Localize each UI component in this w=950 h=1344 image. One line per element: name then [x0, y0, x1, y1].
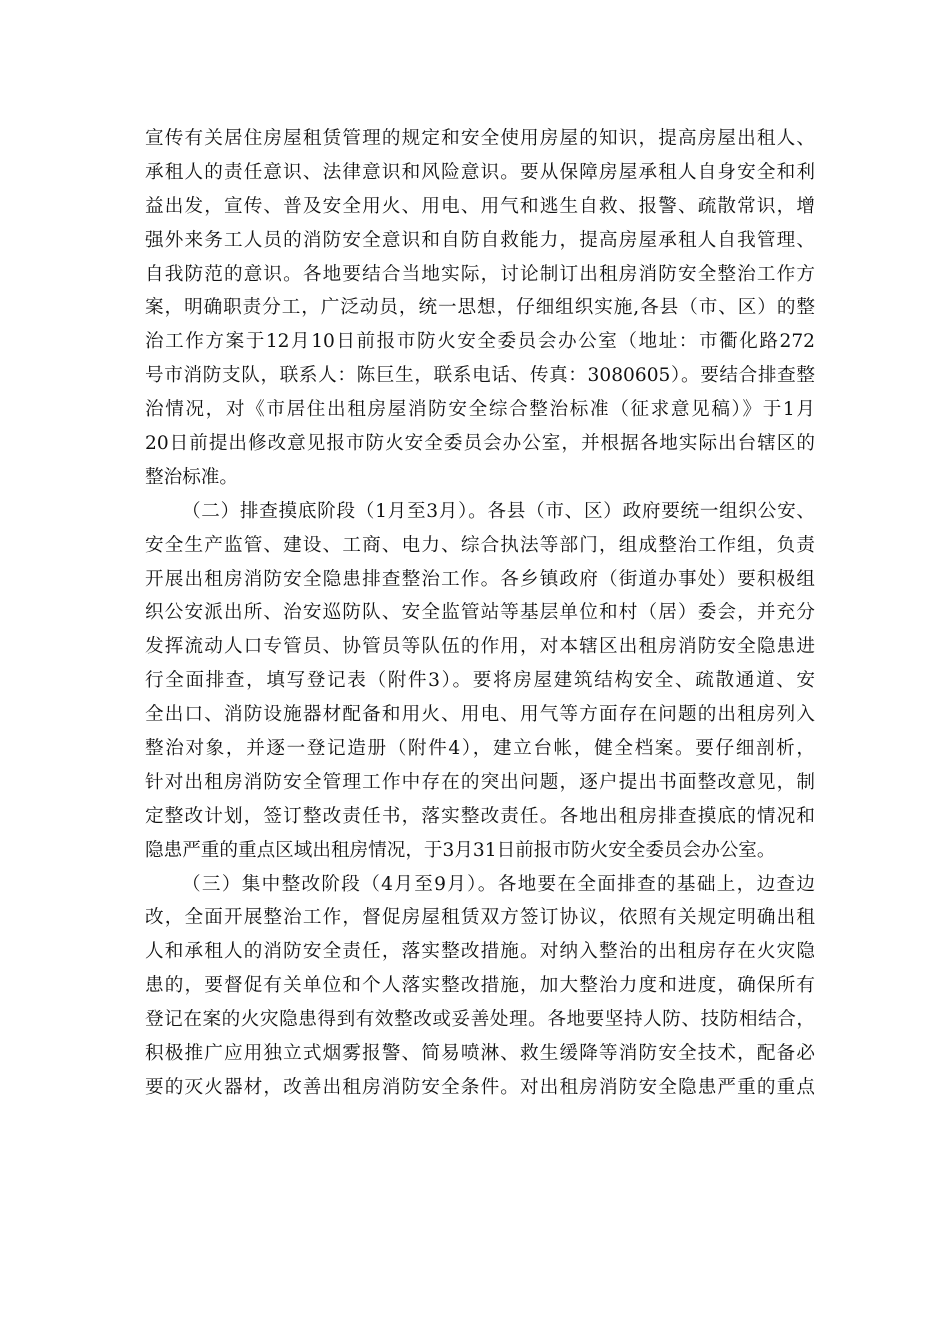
- text-line: 安全生产监管、建设、工商、电力、综合执法等部门，组成整治工作组，负责: [145, 534, 815, 556]
- text-line: 织公安派出所、治安巡防队、安全监管站等基层单位和村（居）委会，并充分: [145, 602, 815, 624]
- text-line: 号市消防支队，联系人：陈巨生，联系电话、传真：3080605）。要结合排查整: [145, 365, 815, 387]
- text-line: 积极推广应用独立式烟雾报警、简易喷淋、救生缓降等消防安全技术，配备必: [145, 1043, 815, 1065]
- text-line: 20日前提出修改意见报市防火安全委员会办公室，并根据各地实际出台辖区的: [145, 433, 815, 455]
- text-line: 隐患严重的重点区域出租房情况，于3月31日前报市防火安全委员会办公室。: [145, 839, 776, 861]
- section-heading-line: （三）集中整改阶段（4月至9月）。各地要在全面排查的基础上，边查边: [182, 873, 815, 895]
- text-line: 案，明确职责分工，广泛动员，统一思想，仔细组织实施,各县（市、区）的整: [145, 297, 815, 319]
- text-line: 行全面排查，填写登记表（附件3）。要将房屋建筑结构安全、疏散通道、安: [145, 670, 815, 692]
- text-line: 人和承租人的消防安全责任，落实整改措施。对纳入整治的出租房存在火灾隐: [145, 941, 815, 963]
- text-line: 治情况，对《市居住出租房屋消防安全综合整治标准（征求意见稿）》于1月: [145, 399, 815, 421]
- text-line: 承租人的责任意识、法律意识和风险意识。要从保障房屋承租人自身安全和利: [145, 161, 815, 183]
- document-body: [145, 122, 815, 1105]
- text-line: 全出口、消防设施器材配备和用火、用电、用气等方面存在问题的出租房列入: [145, 704, 815, 726]
- text-line: 发挥流动人口专管员、协管员等队伍的作用，对本辖区出租房消防安全隐患进: [145, 636, 815, 658]
- text-line: 整治对象，并逐一登记造册（附件4），建立台帐，健全档案。要仔细剖析，: [145, 738, 815, 760]
- text-line: 整治标准。: [145, 466, 238, 488]
- text-line: 要的灭火器材，改善出租房消防安全条件。对出租房消防安全隐患严重的重点: [145, 1076, 815, 1098]
- text-line: 改，全面开展整治工作，督促房屋租赁双方签订协议，依照有关规定明确出租: [145, 907, 815, 929]
- text-line: 定整改计划，签订整改责任书，落实整改责任。各地出租房排查摸底的情况和: [145, 805, 815, 827]
- text-line: 开展出租房消防安全隐患排查整治工作。各乡镇政府（街道办事处）要积极组: [145, 568, 815, 590]
- text-line: 登记在案的火灾隐患得到有效整改或妥善处理。各地要坚持人防、技防相结合，: [145, 1009, 815, 1031]
- text-line: 益出发，宣传、普及安全用火、用电、用气和逃生自救、报警、疏散常识，增: [145, 195, 815, 217]
- text-line: 强外来务工人员的消防安全意识和自防自救能力，提高房屋承租人自我管理、: [145, 229, 815, 251]
- text-line: 针对出租房消防安全管理工作中存在的突出问题，逐户提出书面整改意见，制: [145, 771, 815, 793]
- text-line: 宣传有关居住房屋租赁管理的规定和安全使用房屋的知识，提高房屋出租人、: [145, 128, 815, 149]
- section-heading-line: （二）排查摸底阶段（1月至3月）。各县（市、区）政府要统一组织公安、: [182, 500, 815, 522]
- text-line: 自我防范的意识。各地要结合当地实际，讨论制订出租房消防安全整治工作方: [145, 263, 815, 285]
- text-line: 治工作方案于12月10日前报市防火安全委员会办公室（地址：市衢化路272: [145, 331, 815, 353]
- text-line: 患的，要督促有关单位和个人落实整改措施，加大整治力度和进度，确保所有: [145, 975, 815, 997]
